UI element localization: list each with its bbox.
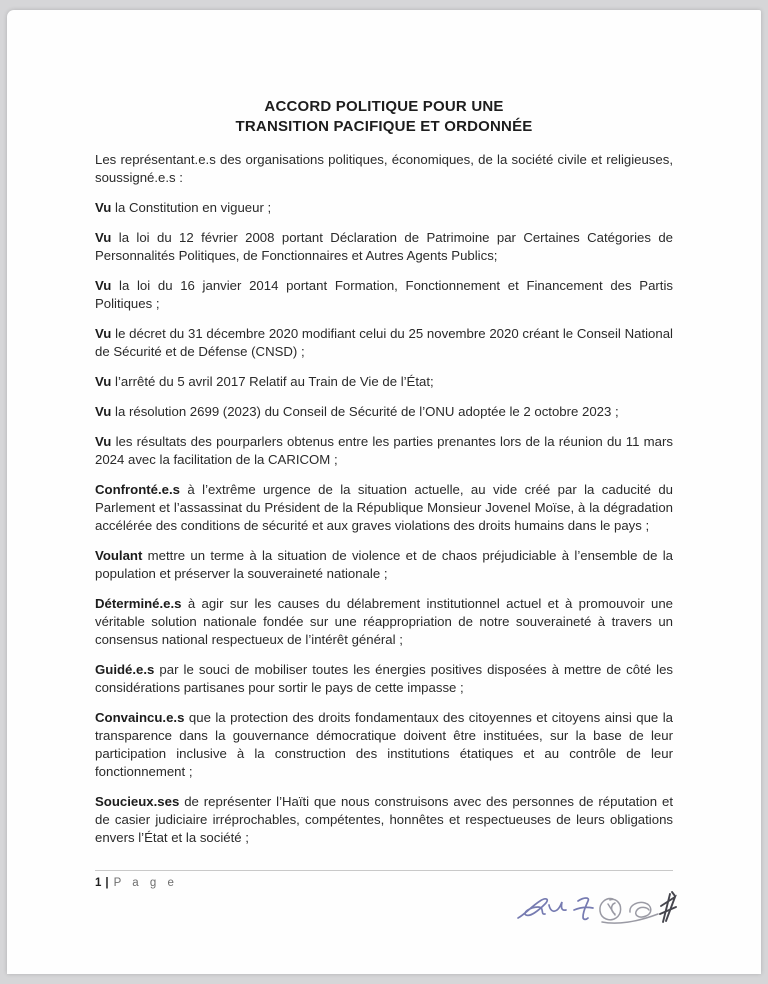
document-title-line1: ACCORD POLITIQUE POUR UNE [264, 98, 504, 115]
document-page [7, 10, 761, 974]
clause-vu-constitution: Vu la Constitution en vigueur ; [95, 200, 272, 215]
document-title-line2: TRANSITION PACIFIQUE ET ORDONNÉE [235, 118, 533, 135]
signature-initial-2 [574, 898, 593, 919]
paragraph-preamble: Les représentant.e.s des organisations politiques, économiques, de la société civile et religieuses, soussigné.e.s : [95, 152, 673, 185]
clause-voulant: Voulant mettre un terme à la situation de violence et de chaos préjudiciable à l’ensemble de la population et préserver la souveraineté nationale ; [95, 548, 673, 581]
clause-confrontes: Confronté.e.s à l’extrême urgence de la situation actuelle, au vide créé par la caducité du Parlement et l’assassinat du Président de la République Monsieur Jovenel Moïse, à la dégradation accélérée des conditions de sécurité et aux graves violations des droits humains dans le pays ; [95, 482, 673, 533]
document-body [7, 10, 761, 859]
clause-vu-pourparlers: Vu les résultats des pourparlers obtenus entre les parties prenantes lors de la réunion du 11 mars 2024 avec la facilitation de la CARICOM ; [95, 434, 673, 467]
document-title [95, 97, 673, 137]
signature-initial-1 [518, 899, 566, 918]
page-footer [95, 870, 673, 889]
clause-guides: Guidé.e.s par le souci de mobiliser toutes les énergies positives disposées à mettre de côté les considérations partisanes pour sortir le pays de cette impasse ; [95, 662, 673, 695]
signatures-block [512, 888, 702, 946]
clause-determines: Déterminé.e.s à agir sur les causes du délabrement institutionnel actuel et à promouvoir une véritable solution nationale fondée sur une réappropriation de notre souveraineté à travers un consensus national respectueux de l’intérêt général ; [95, 596, 673, 647]
clause-soucieux: Soucieux.ses de représenter l’Haïti que nous construisons avec des personnes de réputation et de casier judiciaire irréprochables, compétentes, honnêtes et respectueuses de leurs obligations envers l’État et la société ; [95, 794, 673, 845]
signature-initial-3 [600, 899, 621, 920]
footer-page-label: P a g e [113, 877, 178, 889]
page-number: 1 [95, 877, 103, 889]
signature-initial-5 [660, 892, 676, 922]
clause-vu-arrete-2017: Vu l’arrêté du 5 avril 2017 Relatif au Train de Vie de l’État; [95, 374, 434, 389]
clause-vu-loi-2008: Vu la loi du 12 février 2008 portant Déclaration de Patrimoine par Certaines Catégories de Personnalités Politiques, de Fonctionnaires et Autres Agents Publics; [95, 230, 673, 263]
handwritten-initials [512, 888, 702, 946]
clause-vu-loi-2014: Vu la loi du 16 janvier 2014 portant Formation, Fonctionnement et Financement des Partis Politiques ; [95, 278, 673, 311]
clause-convaincus: Convaincu.e.s que la protection des droits fondamentaux des citoyennes et citoyens ainsi que la transparence dans la gouvernance démocratique doivent être instituées, sur la base de leur participation inclusive à la construction des institutions étatiques et au contrôle de leur fonctionnement ; [95, 710, 673, 779]
clause-vu-resolution-2699: Vu la résolution 2699 (2023) du Conseil de Sécurité de l’ONU adoptée le 2 octobre 2023 ; [95, 404, 619, 419]
footer-separator: | [105, 877, 109, 889]
clause-vu-decret-2020: Vu le décret du 31 décembre 2020 modifiant celui du 25 novembre 2020 créant le Conseil National de Sécurité et de Défense (CNSD) ; [95, 326, 673, 359]
